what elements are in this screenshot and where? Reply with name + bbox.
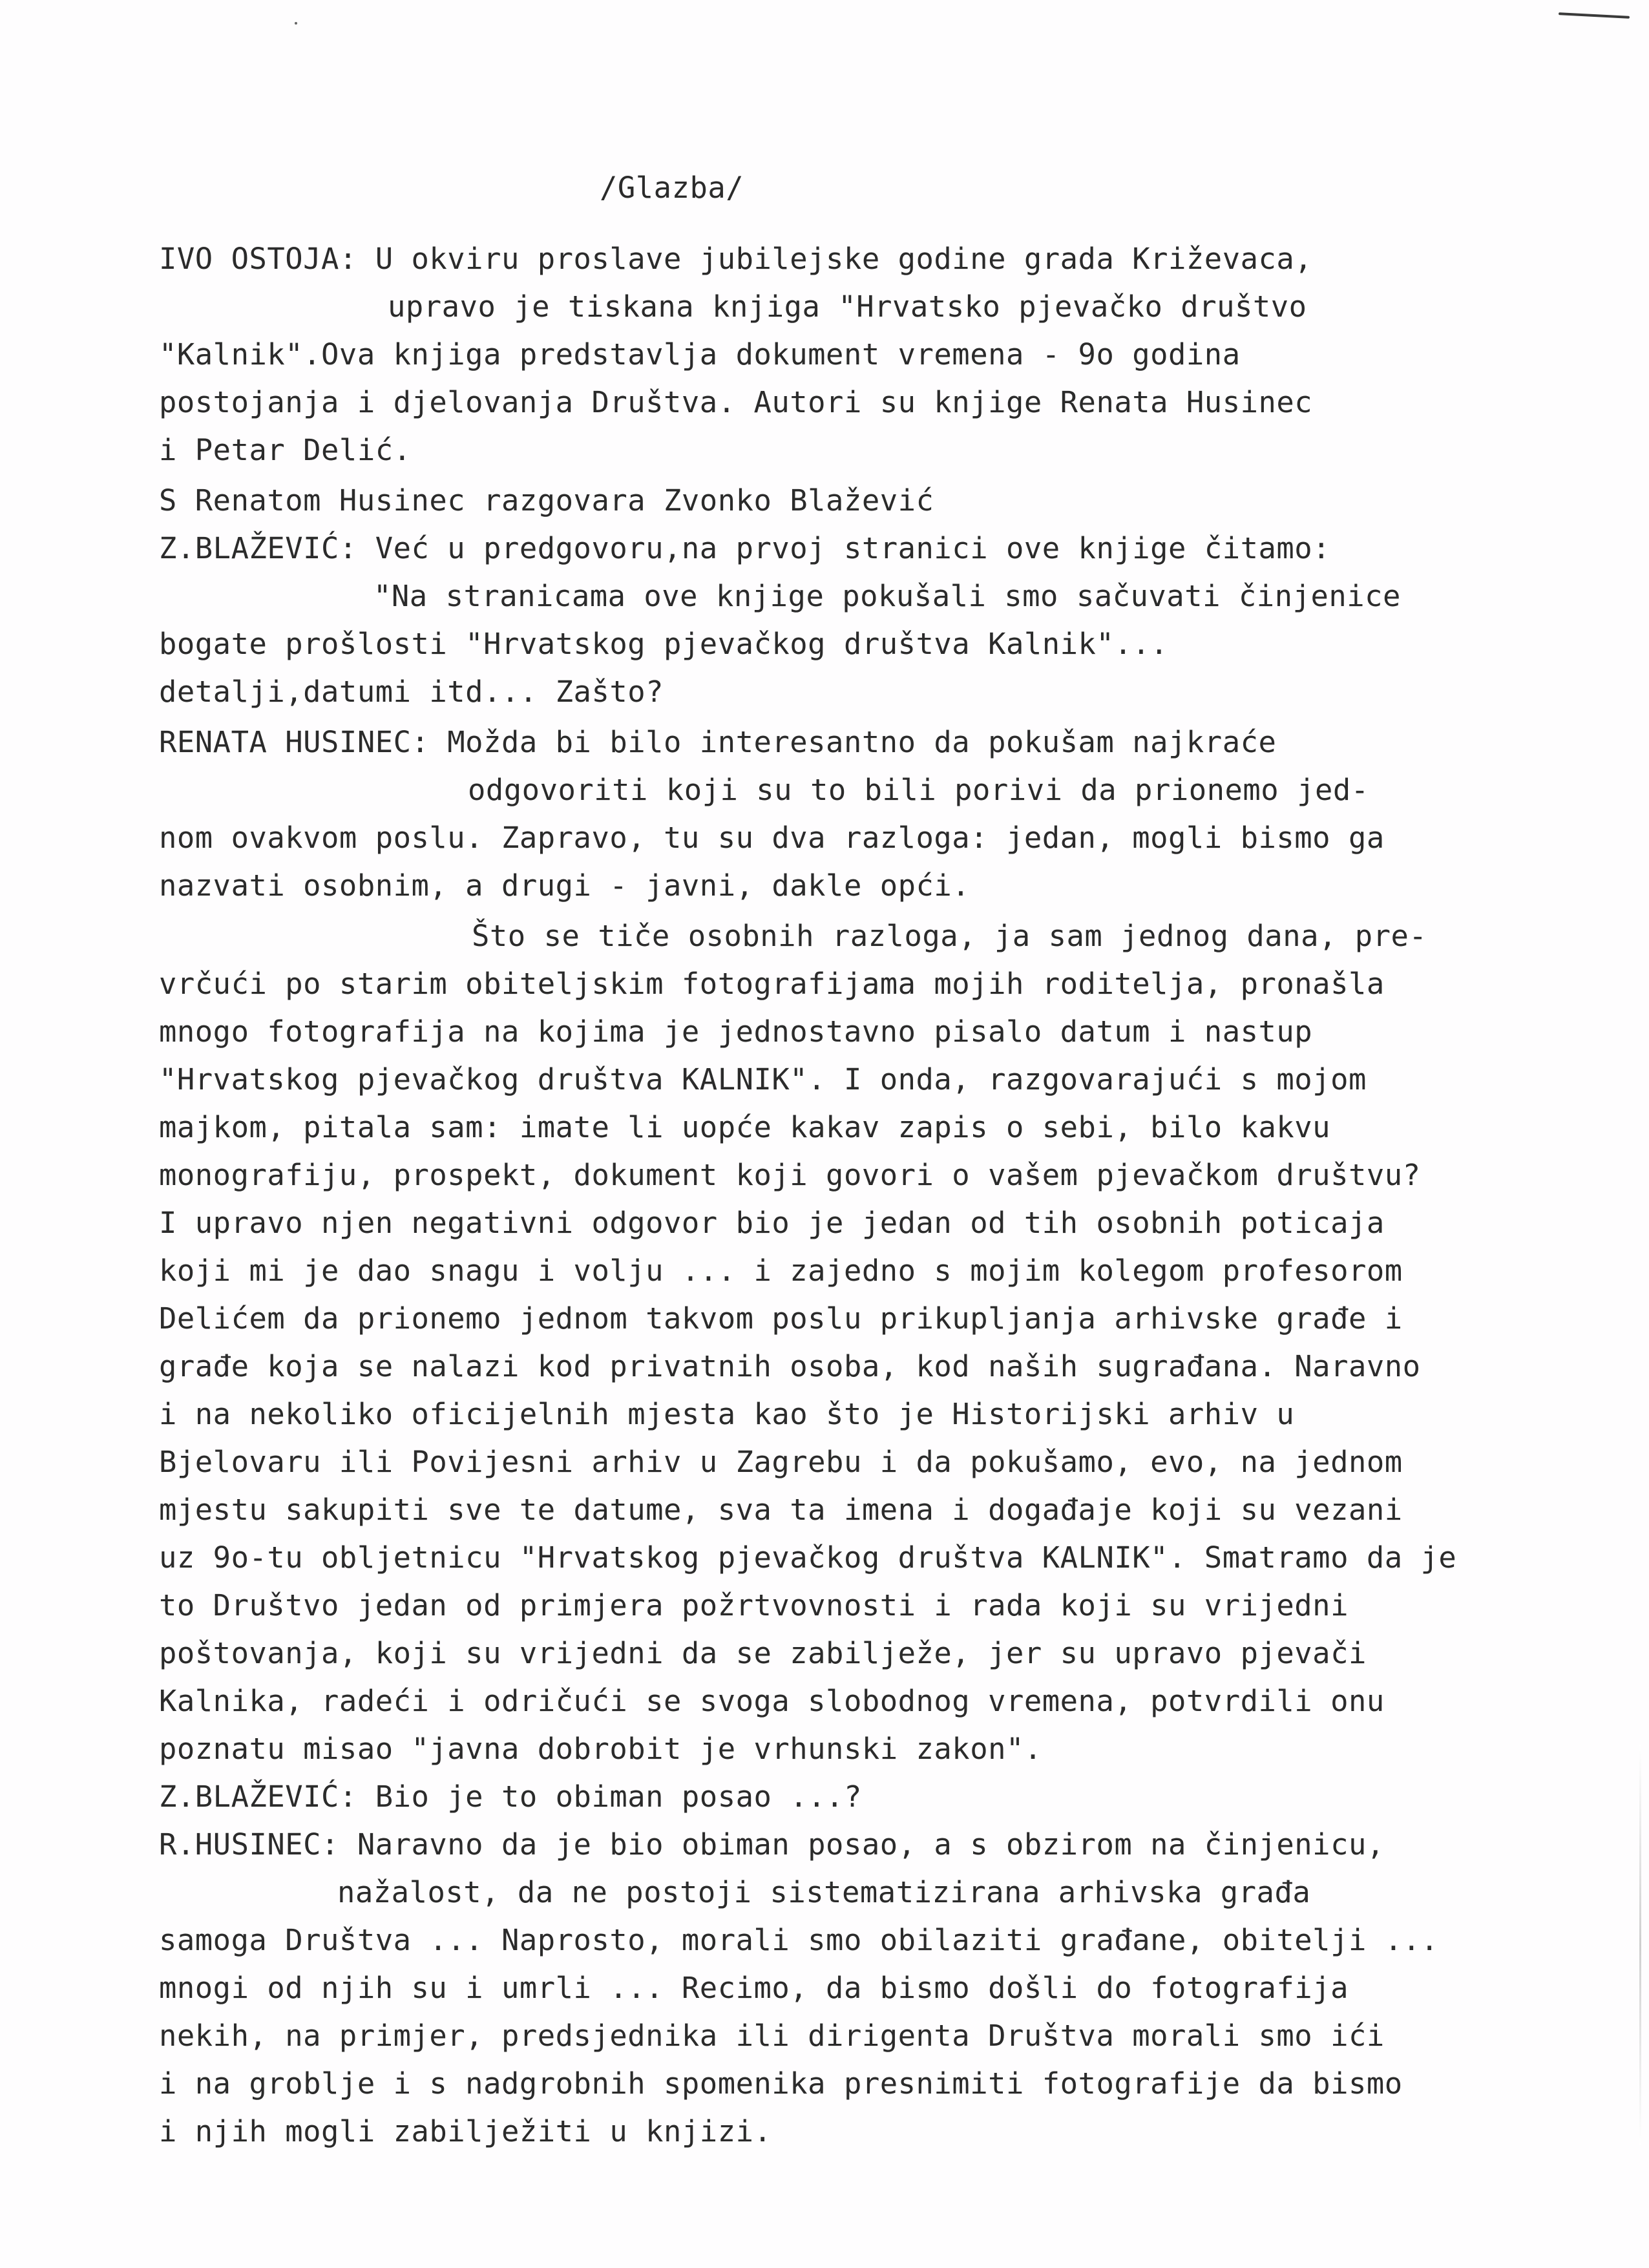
- text-line: mnogi od njih su i umrli ... Recimo, da bismo došli do fotografija: [159, 1971, 1349, 2005]
- text-line: nekih, na primjer, predsjednika ili dirigenta Društva morali smo ići: [159, 2019, 1385, 2053]
- text-line: odgovoriti koji su to bili porivi da prionemo jed-: [468, 773, 1369, 807]
- text-line: upravo je tiskana knjiga "Hrvatsko pjevačko društvo: [388, 289, 1307, 324]
- text-line: monografiju, prospekt, dokument koji govori o vašem pjevačkom društvu?: [159, 1158, 1421, 1192]
- text-line: poznatu misao "javna dobrobit je vrhunski zakon".: [159, 1732, 1042, 1766]
- text-line: i njih mogli zabilježiti u knjizi.: [159, 2114, 772, 2148]
- text-line: Z.BLAŽEVIĆ: Već u predgovoru,na prvoj stranici ove knjige čitamo:: [159, 531, 1331, 565]
- text-line: S Renatom Husinec razgovara Zvonko Blažević: [159, 483, 934, 518]
- text-line: nom ovakvom poslu. Zapravo, tu su dva razloga: jedan, mogli bismo ga: [159, 821, 1385, 855]
- text-line: majkom, pitala sam: imate li uopće kakav zapis o sebi, bilo kakvu: [159, 1110, 1331, 1144]
- text-line: vrčući po starim obiteljskim fotografijama mojih roditelja, pronašla: [159, 967, 1385, 1001]
- text-line: mnogo fotografija na kojima je jednostavno pisalo datum i nastup: [159, 1014, 1313, 1049]
- text-line: I upravo njen negativni odgovor bio je jedan od tih osobnih poticaja: [159, 1206, 1385, 1240]
- text-line: "Kalnik".Ova knjiga predstavlja dokument vremena - 9o godina: [159, 337, 1241, 372]
- text-line: Kalnika, radeći i odričući se svoga slobodnog vremena, potvrdili onu: [159, 1684, 1385, 1718]
- text-line: Što se tiče osobnih razloga, ja sam jednog dana, pre-: [472, 919, 1427, 953]
- text-line: Z.BLAŽEVIĆ: Bio je to obiman posao ...?: [159, 1780, 862, 1814]
- text-line: Bjelovaru ili Povijesni arhiv u Zagrebu i da pokušamo, evo, na jednom: [159, 1445, 1403, 1479]
- text-line: bogate prošlosti "Hrvatskog pjevačkog društva Kalnik"...: [159, 627, 1169, 661]
- text-line: R.HUSINEC: Naravno da je bio obiman posao, a s obzirom na činjenicu,: [159, 1827, 1385, 1862]
- text-line: to Društvo jedan od primjera požrtvovnosti i rada koji su vrijedni: [159, 1588, 1349, 1622]
- text-line: samoga Društva ... Naprosto, morali smo obilaziti građane, obitelji ...: [159, 1923, 1439, 1957]
- section-heading: /Glazba/: [600, 171, 744, 205]
- text-line: nazvati osobnim, a drugi - javni, dakle opći.: [159, 868, 971, 903]
- text-line: IVO OSTOJA: U okviru proslave jubilejske godine grada Križevaca,: [159, 242, 1313, 276]
- text-line: i na nekoliko oficijelnih mjesta kao što je Historijski arhiv u: [159, 1397, 1295, 1431]
- text-line: i na groblje i s nadgrobnih spomenika presnimiti fotografije da bismo: [159, 2066, 1403, 2101]
- text-line: poštovanja, koji su vrijedni da se zabilježe, jer su upravo pjevači: [159, 1636, 1367, 1670]
- text-line: "Hrvatskog pjevačkog društva KALNIK". I onda, razgovarajući s mojom: [159, 1062, 1367, 1097]
- text-line: nažalost, da ne postoji sistematizirana arhivska građa: [337, 1875, 1311, 1909]
- text-line: uz 9o-tu obljetnicu "Hrvatskog pjevačkog društva KALNIK". Smatramo da je: [159, 1540, 1457, 1575]
- text-line: postojanja i djelovanja Društva. Autori su knjige Renata Husinec: [159, 385, 1313, 419]
- text-line: i Petar Delić.: [159, 433, 412, 467]
- text-line: "Na stranicama ove knjige pokušali smo sačuvati činjenice: [373, 579, 1401, 613]
- text-line: detalji,datumi itd... Zašto?: [159, 675, 664, 709]
- text-line: RENATA HUSINEC: Možda bi bilo interesantno da pokušam najkraće: [159, 725, 1277, 759]
- text-line: građe koja se nalazi kod privatnih osoba, kod naših sugrađana. Naravno: [159, 1349, 1421, 1383]
- text-line: Delićem da prionemo jednom takvom poslu prikupljanja arhivske građe i: [159, 1301, 1403, 1336]
- text-line: koji mi je dao snagu i volju ... i zajedno s mojim kolegom profesorom: [159, 1254, 1403, 1288]
- text-line: mjestu sakupiti sve te datume, sva ta imena i događaje koji su vezani: [159, 1493, 1403, 1527]
